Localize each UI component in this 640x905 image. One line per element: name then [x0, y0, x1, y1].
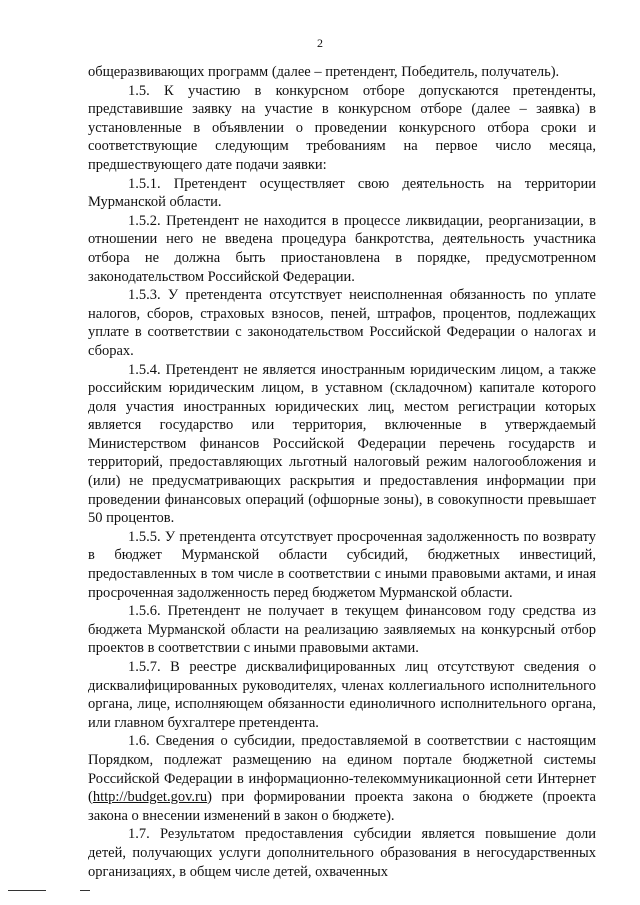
document-body	[88, 63, 596, 881]
paragraph-1-5-4: 1.5.4. Претендент не является иностранным юридическим лицом, а также российским юридическим лицом, в уставном (складочном) капитале которого доля участия иностранных юридических лиц, местом регистрации которых является государство или территория, включенные в утверждаемый Министерством финансов Российской Федерации перечень государств и территорий, предоставляющих льготный налоговый режим налогообложения и (или) не предусматривающих раскрытия и предоставления информации при проведении финансовых операций (офшорные зоны), в совокупности превышает 50 процентов.	[88, 361, 596, 527]
page-number: 2	[317, 36, 323, 50]
paragraph-1-5: 1.5. К участию в конкурсном отборе допускаются претенденты, представившие заявку на участие в конкурсном отборе (далее – заявка) в установленные в объявлении о проведении конкурсного отбора сроки и соответствующие следующим требованиям на первое число месяца, предшествующего дате подачи заявки:	[88, 82, 596, 173]
paragraph-1-5-7: 1.5.7. В реестре дисквалифицированных лиц отсутствуют сведения о дисквалифицированных руководителях, членах коллегиального исполнительного органа, лице, исполняющем обязанности единоличного исполнительного органа, или главном бухгалтере претендента.	[88, 659, 596, 731]
budget-portal-link[interactable]: http://budget.gov.ru	[92, 789, 208, 806]
paragraph-continuation: общеразвивающих программ (далее – претендент, Победитель, получатель).	[88, 64, 560, 80]
footer-line-right	[80, 890, 90, 891]
paragraph-1-6-text-before: 1.6. Сведения о субсидии, предоставляемой в соответствии с настоящим Порядком, подлежат размещению на едином портале бюджетной системы Российской Федерации в информационно-телекоммуникационной сети Интернет (	[88, 733, 596, 806]
paragraph-1-6	[88, 732, 596, 825]
paragraph-1-5-3: 1.5.3. У претендента отсутствует неисполненная обязанность по уплате налогов, сборов, страховых взносов, пеней, штрафов, процентов, подлежащих уплате в соответствии с законодательством Российской Федерации о налогах и сборах.	[88, 287, 596, 359]
paragraph-1-5-6: 1.5.6. Претендент не получает в текущем финансовом году средства из бюджета Мурманской области на реализацию заявляемых на конкурсный отбор проектов в соответствии с иными правовыми актами.	[88, 603, 596, 657]
paragraph-1-5-2: 1.5.2. Претендент не находится в процессе ликвидации, реорганизации, в отношении него не введена процедура банкротства, деятельность участника отбора не должна быть приостановлена в порядке, предусмотренном законодательством Российской Федерации.	[88, 212, 596, 285]
paragraph-1-7: 1.7. Результатом предоставления субсидии является повышение доли детей, получающих услуги дополнительного образования в негосударственных организациях, в общем числе детей, охваченных	[88, 826, 596, 880]
footer-line-left	[8, 890, 46, 891]
paragraph-1-6-text-after: ) при формировании проекта закона о бюджете (проекта закона о внесении изменений в закон о бюджете).	[88, 789, 596, 824]
paragraph-1-5-5: 1.5.5. У претендента отсутствует просроченная задолженность по возврату в бюджет Мурманской области субсидий, бюджетных инвестиций, предоставленных в том числе в соответствии с иными правовыми актами, и иная просроченная задолженность перед бюджетом Мурманской области.	[88, 528, 596, 601]
paragraph-1-5-1: 1.5.1. Претендент осуществляет свою деятельность на территории Мурманской области.	[88, 175, 596, 211]
